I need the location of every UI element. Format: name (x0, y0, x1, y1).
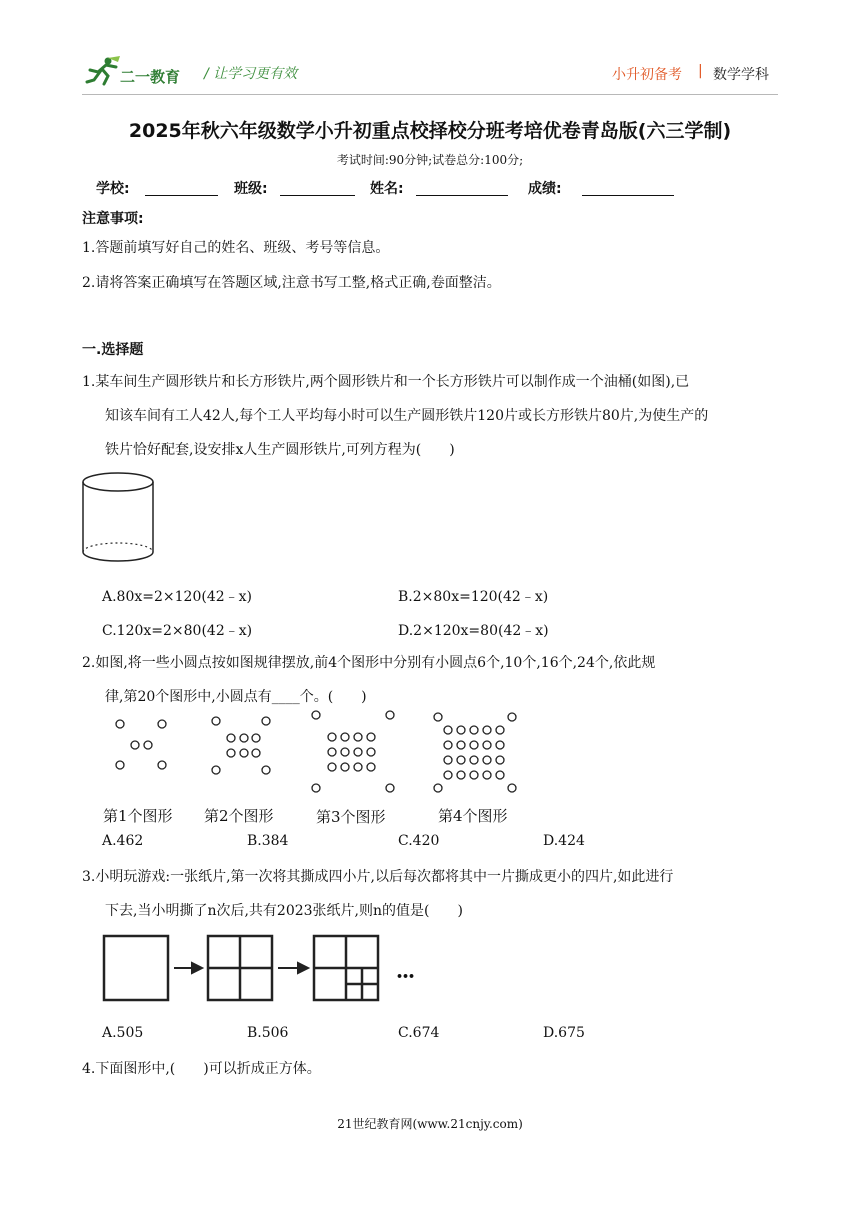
question-3-line: 下去,当小明撕了n次后,共有2023张纸片,则n的值是( ) (105, 903, 463, 919)
figure-caption: 第4个图形 (438, 807, 508, 825)
logo-text: 二一教育 (120, 68, 181, 86)
question-2-option-b[interactable]: B.384 (247, 833, 289, 849)
figure-caption: 第3个图形 (316, 808, 386, 826)
question-3-option-c[interactable]: C.674 (398, 1025, 440, 1041)
question-3-option-a[interactable]: A.505 (102, 1025, 144, 1041)
footer-source: 21世纪教育网(www.21cnjy.com) (337, 1117, 523, 1131)
question-1-option-c[interactable]: C.120x=2×80(42﹣x) (102, 623, 253, 639)
logo-runner-icon (84, 56, 122, 86)
header-category: 小升初备考 (612, 67, 682, 83)
figure-caption: 第1个图形 (103, 807, 173, 825)
field-school-blank[interactable] (145, 195, 218, 196)
notice-item: 2.请将答案正确填写在答题区域,注意书写工整,格式正确,卷面整洁。 (82, 275, 501, 291)
header-divider (82, 94, 778, 95)
exam-info: 考试时间:90分钟;试卷总分:100分; (336, 153, 524, 167)
header-subject: 数学学科 (713, 67, 769, 83)
question-1-line: 1.某车间生产圆形铁片和长方形铁片,两个圆形铁片和一个长方形铁片可以制作成一个油桶(如图),已 (82, 374, 690, 390)
question-4-line: 4.下面图形中,( )可以折成正方体。 (82, 1061, 321, 1077)
question-2-line: 2.如图,将一些小圆点按如图规律摆放,前4个图形中分别有小圆点6个,10个,16个,24个,依此规 (82, 655, 656, 671)
section-heading: 一.选择题 (82, 342, 144, 358)
field-class-blank[interactable] (280, 195, 355, 196)
question-1-option-b[interactable]: B.2×80x=120(42﹣x) (398, 589, 549, 605)
oil-barrel-cylinder-figure (80, 470, 156, 566)
field-class-label: 班级: (234, 181, 268, 197)
header-separator: | (698, 63, 703, 79)
question-3-option-b[interactable]: B.506 (247, 1025, 289, 1041)
field-name-label: 姓名: (370, 181, 404, 197)
question-2-option-c[interactable]: C.420 (398, 833, 440, 849)
question-2-option-a[interactable]: A.462 (102, 833, 144, 849)
ellipsis-icon: ••• (396, 970, 415, 983)
field-school-label: 学校: (96, 181, 130, 197)
question-3-line: 3.小明玩游戏:一张纸片,第一次将其撕成四小片,以后每次都将其中一片撕成更小的四片,如此进行 (82, 869, 674, 885)
question-2-line: 律,第20个图形中,小圆点有____个。( ) (105, 689, 367, 705)
figure-caption: 第2个图形 (204, 807, 274, 825)
notice-heading: 注意事项: (82, 211, 144, 227)
exam-title: 2025年秋六年级数学小升初重点校择校分班考培优卷青岛版(六三学制) (128, 120, 732, 142)
paper-tearing-figure (102, 934, 415, 1006)
notice-item: 1.答题前填写好自己的姓名、班级、考号等信息。 (82, 240, 390, 256)
question-1-line: 知该车间有工人42人,每个工人平均每小时可以生产圆形铁片120片或长方形铁片80片,为使生产的 (105, 408, 709, 424)
slogan: / 让学习更有效 (204, 66, 298, 82)
question-2-option-d[interactable]: D.424 (543, 833, 585, 849)
field-score-label: 成绩: (528, 181, 562, 197)
field-name-blank[interactable] (416, 195, 508, 196)
question-3-option-d[interactable]: D.675 (543, 1025, 585, 1041)
question-1-option-a[interactable]: A.80x=2×120(42﹣x) (102, 589, 252, 605)
question-1-line: 铁片恰好配套,设安排x人生产圆形铁片,可列方程为( ) (105, 442, 455, 458)
field-score-blank[interactable] (582, 195, 674, 196)
question-1-option-d[interactable]: D.2×120x=80(42﹣x) (398, 623, 549, 639)
dot-pattern-figure (110, 708, 530, 798)
